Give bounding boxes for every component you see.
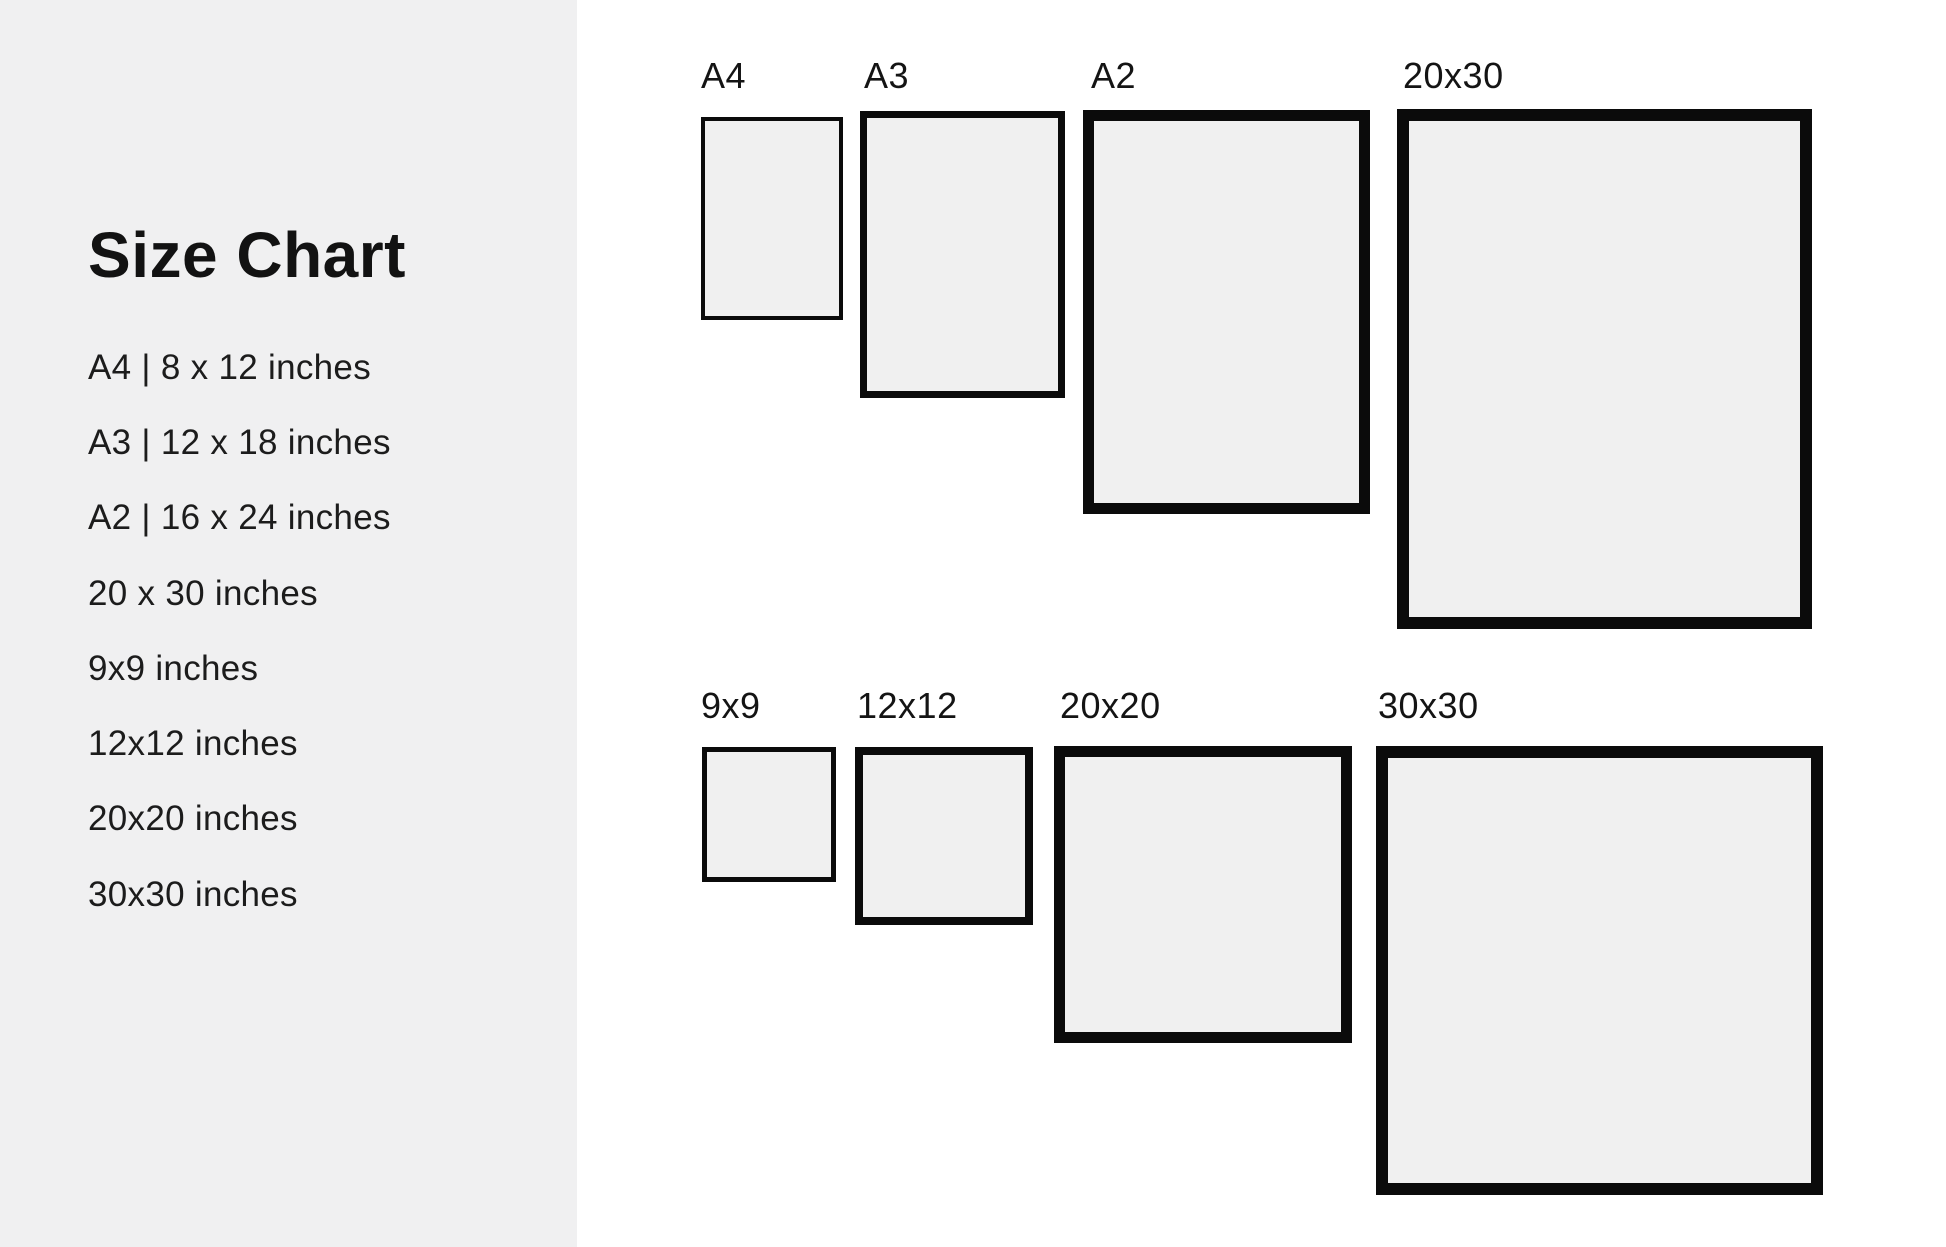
size-list-item-20x30: 20 x 30 inches — [88, 573, 318, 613]
size-list-item-12x12: 12x12 inches — [88, 724, 298, 764]
size-frame-12x12 — [855, 747, 1033, 925]
size-frame-20x20 — [1054, 746, 1352, 1043]
size-list-item-a3: A3 | 12 x 18 inches — [88, 422, 391, 462]
size-frame-9x9 — [702, 747, 836, 882]
frame-label-9x9: 9x9 — [701, 685, 761, 726]
page-title: Size Chart — [88, 219, 406, 291]
size-frame-a3 — [860, 111, 1065, 398]
size-frame-a2 — [1083, 110, 1370, 514]
frame-label-20x20: 20x20 — [1060, 685, 1161, 726]
size-frame-a4 — [701, 117, 843, 320]
size-list-item-a2: A2 | 16 x 24 inches — [88, 498, 391, 538]
size-frame-20x30 — [1397, 109, 1812, 629]
frame-label-a4: A4 — [701, 55, 747, 96]
size-list-item-9x9: 9x9 inches — [88, 648, 259, 688]
size-list-item-20x20: 20x20 inches — [88, 799, 298, 839]
frame-label-30x30: 30x30 — [1378, 685, 1479, 726]
frame-label-12x12: 12x12 — [857, 685, 958, 726]
size-list-item-a4: A4 | 8 x 12 inches — [88, 347, 371, 387]
frame-label-a2: A2 — [1091, 55, 1137, 96]
size-frame-30x30 — [1376, 746, 1823, 1195]
frame-label-a3: A3 — [864, 55, 910, 96]
size-list-item-30x30: 30x30 inches — [88, 874, 298, 914]
frame-label-20x30: 20x30 — [1403, 55, 1504, 96]
